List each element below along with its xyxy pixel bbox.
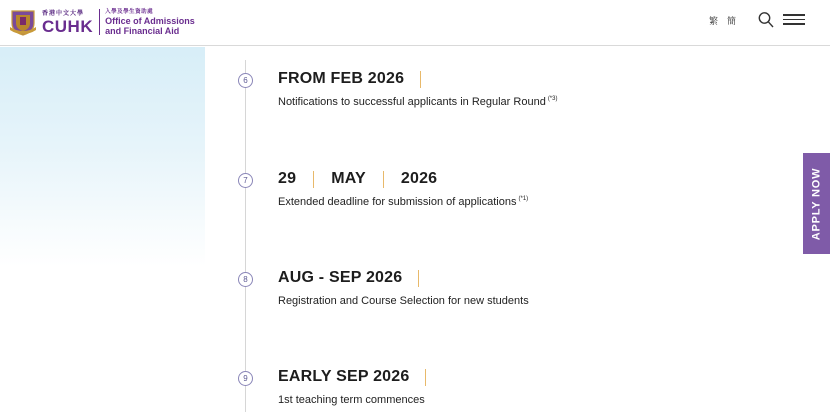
date-separator bbox=[418, 270, 419, 287]
date-month: MAY bbox=[331, 170, 366, 187]
hamburger-menu-icon[interactable] bbox=[783, 14, 805, 26]
step-number: 8 bbox=[238, 272, 253, 287]
description-text: 1st teaching term commences bbox=[278, 394, 425, 406]
search-icon[interactable] bbox=[758, 11, 774, 29]
date-separator bbox=[425, 369, 426, 386]
date-day: 29 bbox=[278, 170, 297, 187]
logo-cuhk-text bbox=[42, 10, 93, 35]
step-description bbox=[278, 96, 557, 108]
language-traditional-chinese[interactable]: 繁 bbox=[709, 17, 719, 27]
office-name-chinese: 入學及學生資助處 bbox=[105, 8, 154, 15]
date-year: 2026 bbox=[400, 170, 438, 187]
office-name bbox=[105, 9, 195, 36]
description-text: Extended deadline for submission of applications bbox=[278, 196, 517, 208]
apply-now-tab[interactable] bbox=[803, 153, 830, 254]
description-text: Registration and Course Selection for new students bbox=[278, 295, 529, 307]
date-separator bbox=[420, 71, 421, 88]
date-text: EARLY SEP 2026 bbox=[278, 368, 410, 385]
date-separator bbox=[313, 171, 314, 188]
step-number: 6 bbox=[238, 73, 253, 88]
office-name-line2: and Financial Aid bbox=[105, 25, 180, 36]
footnote-ref[interactable]: (*1) bbox=[518, 196, 529, 202]
date-separator bbox=[383, 171, 384, 188]
step-description bbox=[278, 295, 529, 307]
date-text: FROM FEB 2026 bbox=[278, 70, 405, 87]
office-name-line1: Office of Admissions bbox=[105, 15, 195, 26]
language-simplified-chinese[interactable]: 簡 bbox=[727, 17, 737, 27]
step-description bbox=[278, 394, 425, 406]
site-header bbox=[0, 0, 830, 46]
step-date bbox=[278, 269, 436, 287]
step-number: 7 bbox=[238, 173, 253, 188]
apply-now-label: APPLY NOW bbox=[810, 167, 823, 240]
description-text: Notifications to successful applicants in Regular Round bbox=[278, 96, 546, 108]
timeline-line bbox=[245, 60, 246, 412]
logo-english-name: CUHK bbox=[42, 16, 94, 36]
left-gradient-panel bbox=[0, 47, 205, 267]
step-date bbox=[278, 368, 443, 386]
step-description bbox=[278, 196, 528, 208]
cuhk-logo[interactable] bbox=[8, 6, 195, 38]
step-date bbox=[278, 70, 438, 88]
logo-chinese-name: 香港中文大學 bbox=[42, 9, 85, 17]
cuhk-crest-icon bbox=[8, 7, 38, 37]
footnote-ref[interactable]: (*3) bbox=[547, 96, 558, 102]
logo-divider bbox=[99, 9, 100, 35]
date-text: AUG - SEP 2026 bbox=[278, 269, 403, 286]
step-date bbox=[278, 170, 437, 188]
step-number: 9 bbox=[238, 371, 253, 386]
